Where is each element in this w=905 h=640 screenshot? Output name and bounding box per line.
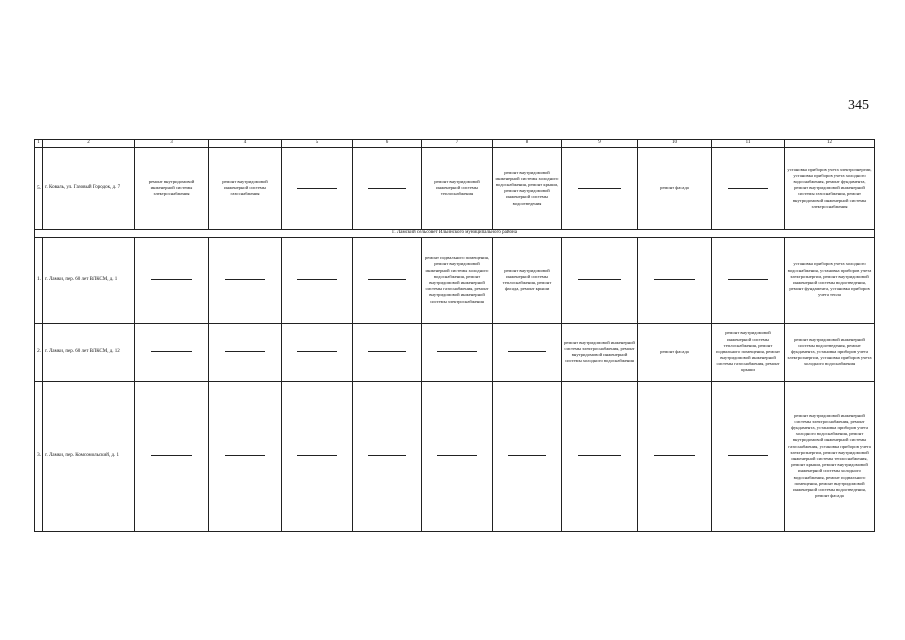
dash-mark xyxy=(368,351,406,352)
work-cell: ремонт внутридомовой инженерной системы электроснабжения, ремонт внутридомовой инженерной системы холодного водоснабжения xyxy=(562,323,638,381)
dash-mark xyxy=(225,279,266,280)
col-number: 3 xyxy=(135,140,209,148)
col-number: 10 xyxy=(638,140,712,148)
dash-mark xyxy=(297,188,337,189)
dash-mark xyxy=(368,279,406,280)
empty-cell xyxy=(282,237,353,323)
empty-cell xyxy=(209,323,282,381)
dash-mark xyxy=(578,279,621,280)
section-title: Г. Ламский сельсовет Ильинского муниципального района xyxy=(35,229,875,237)
col-number: 7 xyxy=(422,140,493,148)
work-cell: установка приборов учета электроэнергии, установка приборов учета холодного водоснабжения, ремонт фундамента, ремонт внутридомовой инженерной системы газоснабжения, ремонт внутридомовой инженерной системы электроснабжения xyxy=(785,147,875,229)
address-cell: г. Ламки, пер. Комсомольский, д. 1 xyxy=(43,381,135,531)
empty-cell xyxy=(209,381,282,531)
col-number: 8 xyxy=(493,140,562,148)
dash-mark xyxy=(578,188,621,189)
dash-mark xyxy=(437,351,477,352)
empty-cell xyxy=(135,381,209,531)
work-cell: ремонт внутридомовой инженерной системы теплоснабжения, ремонт фасада, ремонт крыши xyxy=(493,237,562,323)
empty-cell xyxy=(135,237,209,323)
row-number: 1. xyxy=(35,237,43,323)
empty-cell xyxy=(562,237,638,323)
page-number: 345 xyxy=(848,98,869,113)
empty-cell xyxy=(353,237,422,323)
address-cell: г. Ламки, пер. 60 лет ВЛКСМ, д. 1 xyxy=(43,237,135,323)
dash-mark xyxy=(728,455,769,456)
work-cell: ремонт внутридомовой инженерной системы водоотведения, ремонт фундамента, установка приборов учета электроэнергии, установка приборов учета холодного водоснабжения xyxy=(785,323,875,381)
section-row xyxy=(35,229,875,237)
dash-mark xyxy=(437,455,477,456)
work-cell: ремонт подвального помещения, ремонт внутридомовой инженерной системы холодного водоснабжения, ремонт внутридомовой инженерной системы газоснабжения, ремонт внутридомовой инженерной системы электроснабжения xyxy=(422,237,493,323)
dash-mark xyxy=(654,279,695,280)
work-cell: ремонт внутридомовой инженерной системы теплоснабжения xyxy=(422,147,493,229)
dash-mark xyxy=(728,188,769,189)
dash-mark xyxy=(578,455,621,456)
work-cell: ремонт фасада xyxy=(638,323,712,381)
work-cell: ремонт фасада xyxy=(638,147,712,229)
work-cell: ремонт внутридомовой инженерной системы электроснабжения xyxy=(135,147,209,229)
dash-mark xyxy=(508,455,546,456)
work-cell: ремонт внутридомовой инженерной системы электроснабжения, ремонт фундамента, установка приборов учета холодного водоснабжения, ремонт внутридомовой инженерной системы газоснабжения, установка приборов учета электроэнергии, ремонт внутридомовой инженерной системы теплоснабжения, ремонт крыши, ремонт внутридомовой инженерной системы холодного водоснабжения, ремонт подвального помещения, ремонт внутридомовой инженерной системы водоотведения, ремонт фасада xyxy=(785,381,875,531)
repair-schedule-table xyxy=(34,139,875,532)
table-row xyxy=(35,323,875,381)
empty-cell xyxy=(135,323,209,381)
work-cell: ремонт внутридомовой инженерной системы газоснабжения xyxy=(209,147,282,229)
address-cell: г. Ламки, пер. 60 лет ВЛКСМ, д. 12 xyxy=(43,323,135,381)
empty-cell xyxy=(712,381,785,531)
col-number: 9 xyxy=(562,140,638,148)
table-row xyxy=(35,147,875,229)
dash-mark xyxy=(508,351,546,352)
dash-mark xyxy=(297,351,337,352)
col-number: 4 xyxy=(209,140,282,148)
dash-mark xyxy=(151,351,192,352)
empty-cell xyxy=(282,147,353,229)
empty-cell xyxy=(638,237,712,323)
empty-cell xyxy=(493,381,562,531)
table-row xyxy=(35,381,875,531)
dash-mark xyxy=(368,188,406,189)
column-number-row xyxy=(35,140,875,148)
empty-cell xyxy=(493,323,562,381)
row-number: 3. xyxy=(35,381,43,531)
dash-mark xyxy=(728,279,769,280)
row-number: 2. xyxy=(35,323,43,381)
dash-mark xyxy=(151,455,192,456)
dash-mark xyxy=(297,455,337,456)
table-row xyxy=(35,237,875,323)
dash-mark xyxy=(225,351,266,352)
empty-cell xyxy=(562,381,638,531)
dash-mark xyxy=(297,279,337,280)
dash-mark xyxy=(151,279,192,280)
row-number: 5. xyxy=(35,147,43,229)
dash-mark xyxy=(368,455,406,456)
empty-cell xyxy=(422,323,493,381)
col-number: 2 xyxy=(43,140,135,148)
empty-cell xyxy=(712,147,785,229)
col-number: 5 xyxy=(282,140,353,148)
work-cell: ремонт внутридомовой инженерной системы холодного водоснабжения, ремонт крыши, ремонт внутридомовой инженерной системы водоотведения xyxy=(493,147,562,229)
empty-cell xyxy=(353,323,422,381)
empty-cell xyxy=(638,381,712,531)
col-number: 11 xyxy=(712,140,785,148)
dash-mark xyxy=(654,455,695,456)
empty-cell xyxy=(712,237,785,323)
col-number: 12 xyxy=(785,140,875,148)
col-number: 6 xyxy=(353,140,422,148)
empty-cell xyxy=(353,147,422,229)
address-cell: г. Коваль, ул. Газовый Городок, д. 7 xyxy=(43,147,135,229)
col-number: 1 xyxy=(35,140,43,148)
empty-cell xyxy=(282,381,353,531)
empty-cell xyxy=(282,323,353,381)
empty-cell xyxy=(353,381,422,531)
empty-cell xyxy=(209,237,282,323)
work-cell: ремонт внутридомовой инженерной системы теплоснабжения, ремонт подвального помещения, ремонт внутридомовой инженерной системы газоснабжения, ремонт крыши xyxy=(712,323,785,381)
empty-cell xyxy=(562,147,638,229)
empty-cell xyxy=(422,381,493,531)
dash-mark xyxy=(225,455,266,456)
work-cell: установка приборов учета холодного водоснабжения, установка приборов учета электроэнергии, ремонт внутридомовой инженерной системы водоотведения, ремонт фундамента, установка приборов учета тепла xyxy=(785,237,875,323)
